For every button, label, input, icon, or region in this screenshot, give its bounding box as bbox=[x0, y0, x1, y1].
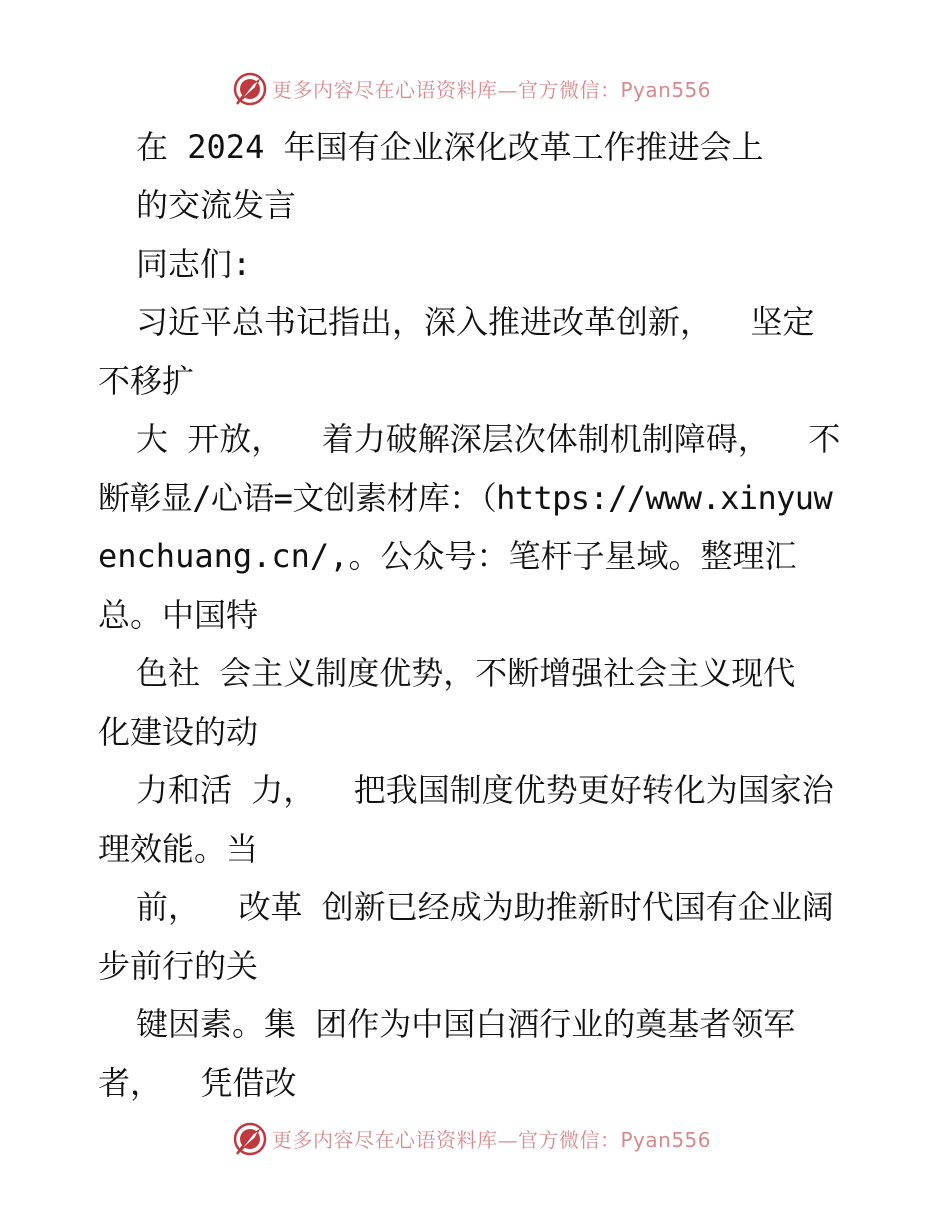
paragraph-line: 化建设的动 bbox=[98, 713, 259, 751]
banner-wechat-id: Pyan556 bbox=[620, 78, 712, 102]
paragraph-line: 者， 凭借改 bbox=[98, 1064, 297, 1102]
paragraph-line: 理效能。当 bbox=[98, 830, 259, 868]
pen-nib-logo-icon bbox=[233, 1122, 267, 1156]
paragraph-line: 力和活 力， 把我国制度优势更好转化为国家治 bbox=[136, 771, 834, 809]
paragraph-line: 不移扩 bbox=[98, 362, 195, 400]
footer-banner bbox=[0, 1122, 950, 1158]
paragraph-line: 总。中国特 bbox=[98, 596, 259, 634]
doc-title-line-1: 在 2024 年国有企业深化改革工作推进会上 bbox=[136, 128, 764, 166]
banner-label: 更多内容尽在心语资料库—官方微信： bbox=[272, 1128, 621, 1152]
paragraph-line: 习近平总书记指出，深入推进改革创新， 坚定 bbox=[136, 303, 815, 341]
banner-label: 更多内容尽在心语资料库—官方微信： bbox=[272, 78, 621, 102]
paragraph-line: 色社 会主义制度优势，不断增强社会主义现代 bbox=[136, 654, 796, 692]
paragraph-line: 前， 改革 创新已经成为助推新时代国有企业阔 bbox=[136, 888, 834, 926]
banner-text bbox=[272, 1126, 711, 1154]
banner-wechat-id: Pyan556 bbox=[620, 1128, 712, 1152]
doc-title-line-2: 的交流发言 bbox=[136, 186, 297, 224]
paragraph-line: enchuang.cn/,。公众号：笔杆子星域。整理汇 bbox=[98, 537, 797, 575]
paragraph-line: 断彰显/心语=文创素材库：（https://www.xinyuw bbox=[98, 479, 833, 517]
salutation: 同志们: bbox=[136, 245, 252, 283]
paragraph-line: 键因素。集 团作为中国白酒行业的奠基者领军 bbox=[136, 1005, 796, 1043]
paragraph-line: 大 开放， 着力破解深层次体制机制障碍， 不 bbox=[136, 420, 841, 458]
paragraph-line: 步前行的关 bbox=[98, 947, 259, 985]
